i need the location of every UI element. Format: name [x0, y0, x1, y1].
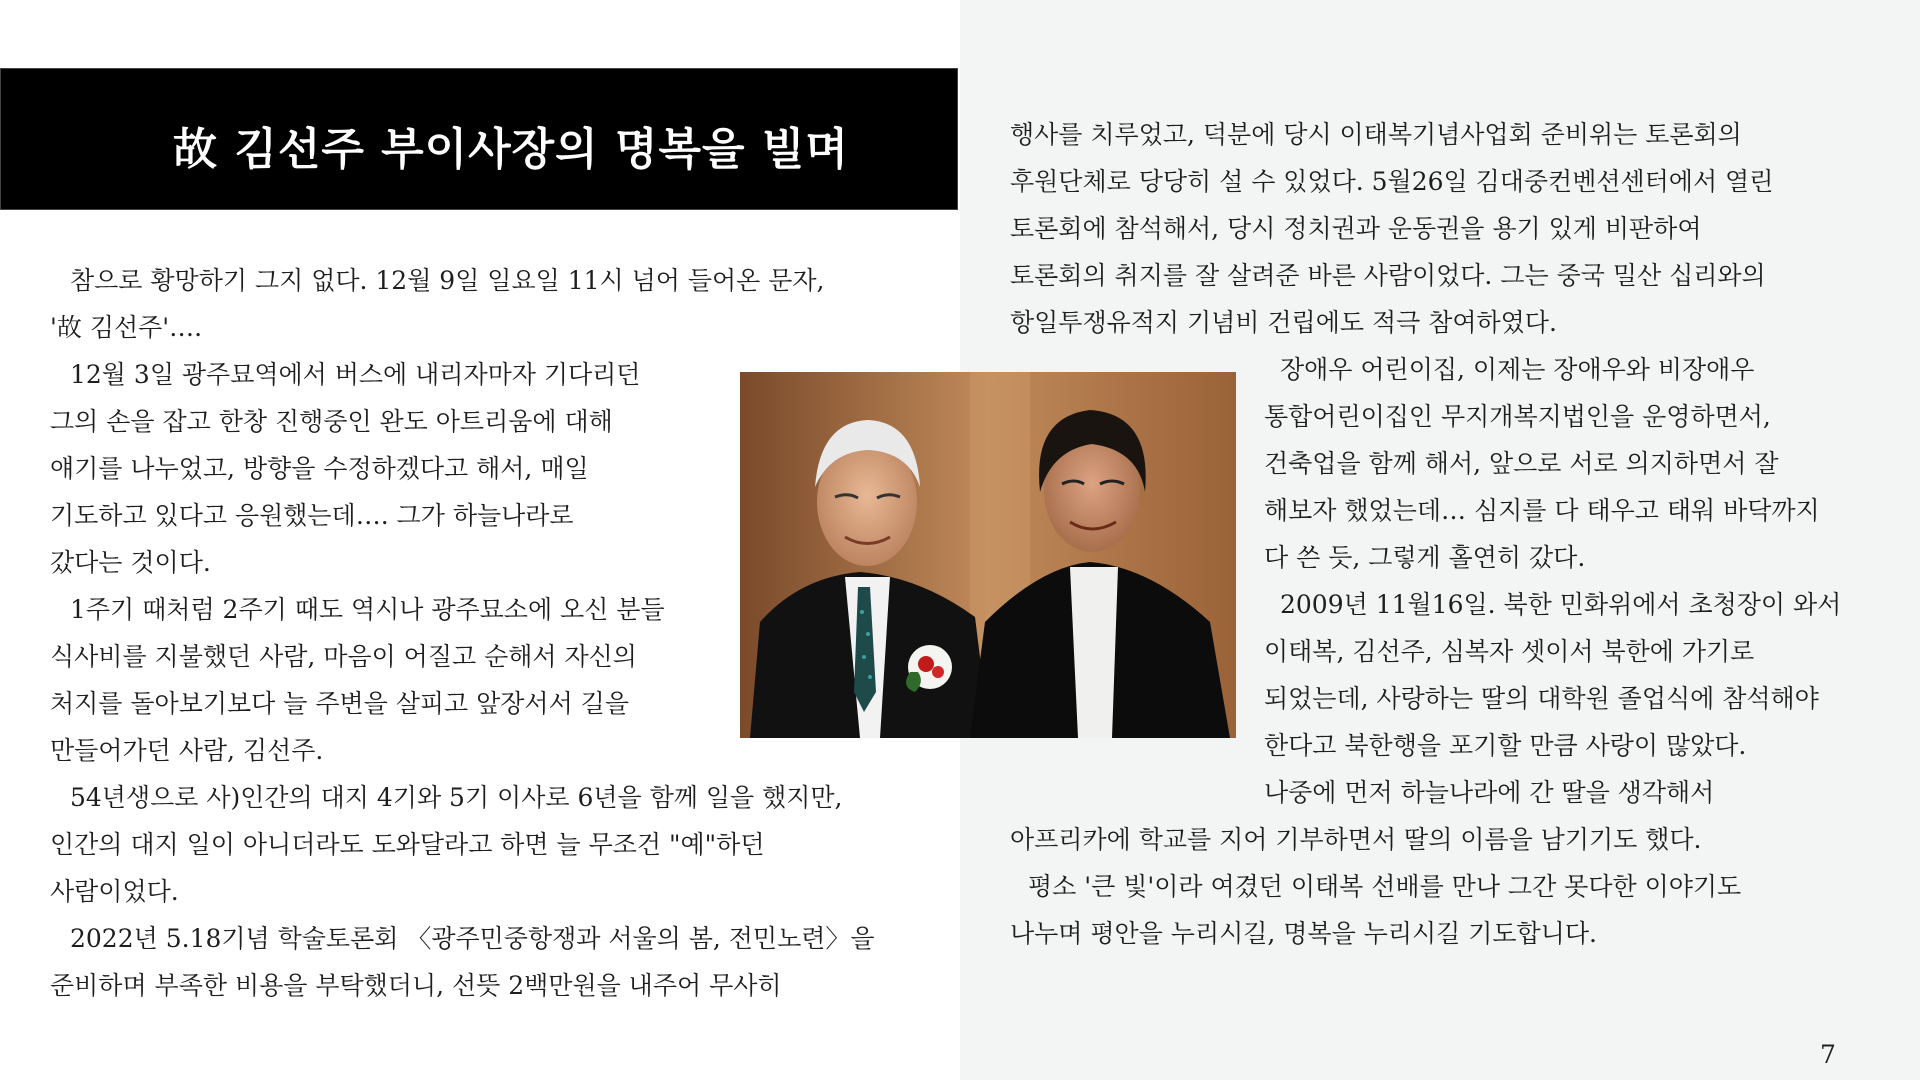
body-line: 한다고 북한행을 포기할 만큼 사랑이 많았다.: [1264, 731, 1747, 760]
body-line: 다 쓴 듯, 그렇게 홀연히 갔다.: [1264, 543, 1586, 572]
body-line: 1주기 때처럼 2주기 때도 역시나 광주묘소에 오신 분들: [70, 595, 665, 624]
body-line: 처지를 돌아보기보다 늘 주변을 살피고 앞장서서 길을: [50, 689, 629, 718]
memorial-photo: [740, 372, 1236, 738]
body-line: 2009년 11월16일. 북한 민화위에서 초청장이 와서: [1280, 590, 1842, 619]
page-title: 故 김선주 부이사장의 명복을 빌며: [173, 124, 849, 175]
body-line: 나누며 평안을 누리시길, 명복을 누리시길 기도합니다.: [1010, 919, 1597, 948]
title-bar: [0, 68, 958, 210]
body-line: 갔다는 것이다.: [50, 548, 211, 577]
body-line: 식사비를 지불했던 사람, 마음이 어질고 순해서 자신의: [50, 642, 637, 671]
body-line: 54년생으로 사)인간의 대지 4기와 5기 이사로 6년을 함께 일을 했지만,: [70, 783, 843, 812]
body-line: 해보자 했었는데… 심지를 다 태우고 태워 바닥까지: [1264, 496, 1820, 525]
body-line: 건축업을 함께 해서, 앞으로 서로 의지하면서 잘: [1264, 449, 1779, 478]
body-line: 이태복, 김선주, 심복자 셋이서 북한에 가기로: [1264, 637, 1755, 666]
body-line: 준비하며 부족한 비용을 부탁했더니, 선뜻 2백만원을 내주어 무사히: [50, 971, 782, 1000]
body-line: 되었는데, 사랑하는 딸의 대학원 졸업식에 참석해야: [1264, 684, 1819, 713]
body-line: 기도하고 있다고 응원했는데…. 그가 하늘나라로: [50, 501, 574, 530]
body-line: 아프리카에 학교를 지어 기부하면서 딸의 이름을 남기기도 했다.: [1010, 825, 1702, 854]
body-line: 후원단체로 당당히 설 수 있었다. 5월26일 김대중컨벤션센터에서 열린: [1010, 167, 1774, 196]
body-line: 12월 3일 광주묘역에서 버스에 내리자마자 기다리던: [70, 360, 641, 389]
body-line: 항일투쟁유적지 기념비 건립에도 적극 참여하였다.: [1010, 308, 1557, 337]
body-line: 그의 손을 잡고 한창 진행중인 완도 아트리움에 대해: [50, 407, 613, 436]
body-line: 행사를 치루었고, 덕분에 당시 이태복기념사업회 준비위는 토론회의: [1010, 120, 1742, 149]
body-line: 토론회에 참석해서, 당시 정치권과 운동권을 용기 있게 비판하여: [1010, 214, 1702, 243]
body-line: 참으로 황망하기 그지 없다. 12월 9일 일요일 11시 넘어 들어온 문자,: [70, 266, 825, 295]
body-line: 나중에 먼저 하늘나라에 간 딸을 생각해서: [1264, 778, 1715, 807]
body-line: '故 김선주'….: [50, 313, 203, 342]
body-line: 얘기를 나누었고, 방향을 수정하겠다고 해서, 매일: [50, 454, 589, 483]
body-line: 평소 '큰 빛'이라 여겼던 이태복 선배를 만나 그간 못다한 이야기도: [1028, 872, 1742, 901]
body-line: 장애우 어린이집, 이제는 장애우와 비장애우: [1280, 355, 1755, 384]
body-line: 통합어린이집인 무지개복지법인을 운영하면서,: [1264, 402, 1771, 431]
body-line: 토론회의 취지를 잘 살려준 바른 사람이었다. 그는 중국 밀산 십리와의: [1010, 261, 1766, 290]
body-line: 2022년 5.18기념 학술토론회 〈광주민중항쟁과 서울의 봄, 전민노련〉을: [70, 924, 875, 953]
body-line: 사람이었다.: [50, 877, 179, 906]
page-number: 7: [1820, 1040, 1836, 1069]
body-line: 인간의 대지 일이 아니더라도 도와달라고 하면 늘 무조건 "예"하던: [50, 830, 765, 859]
body-line: 만들어가던 사람, 김선주.: [50, 736, 324, 765]
